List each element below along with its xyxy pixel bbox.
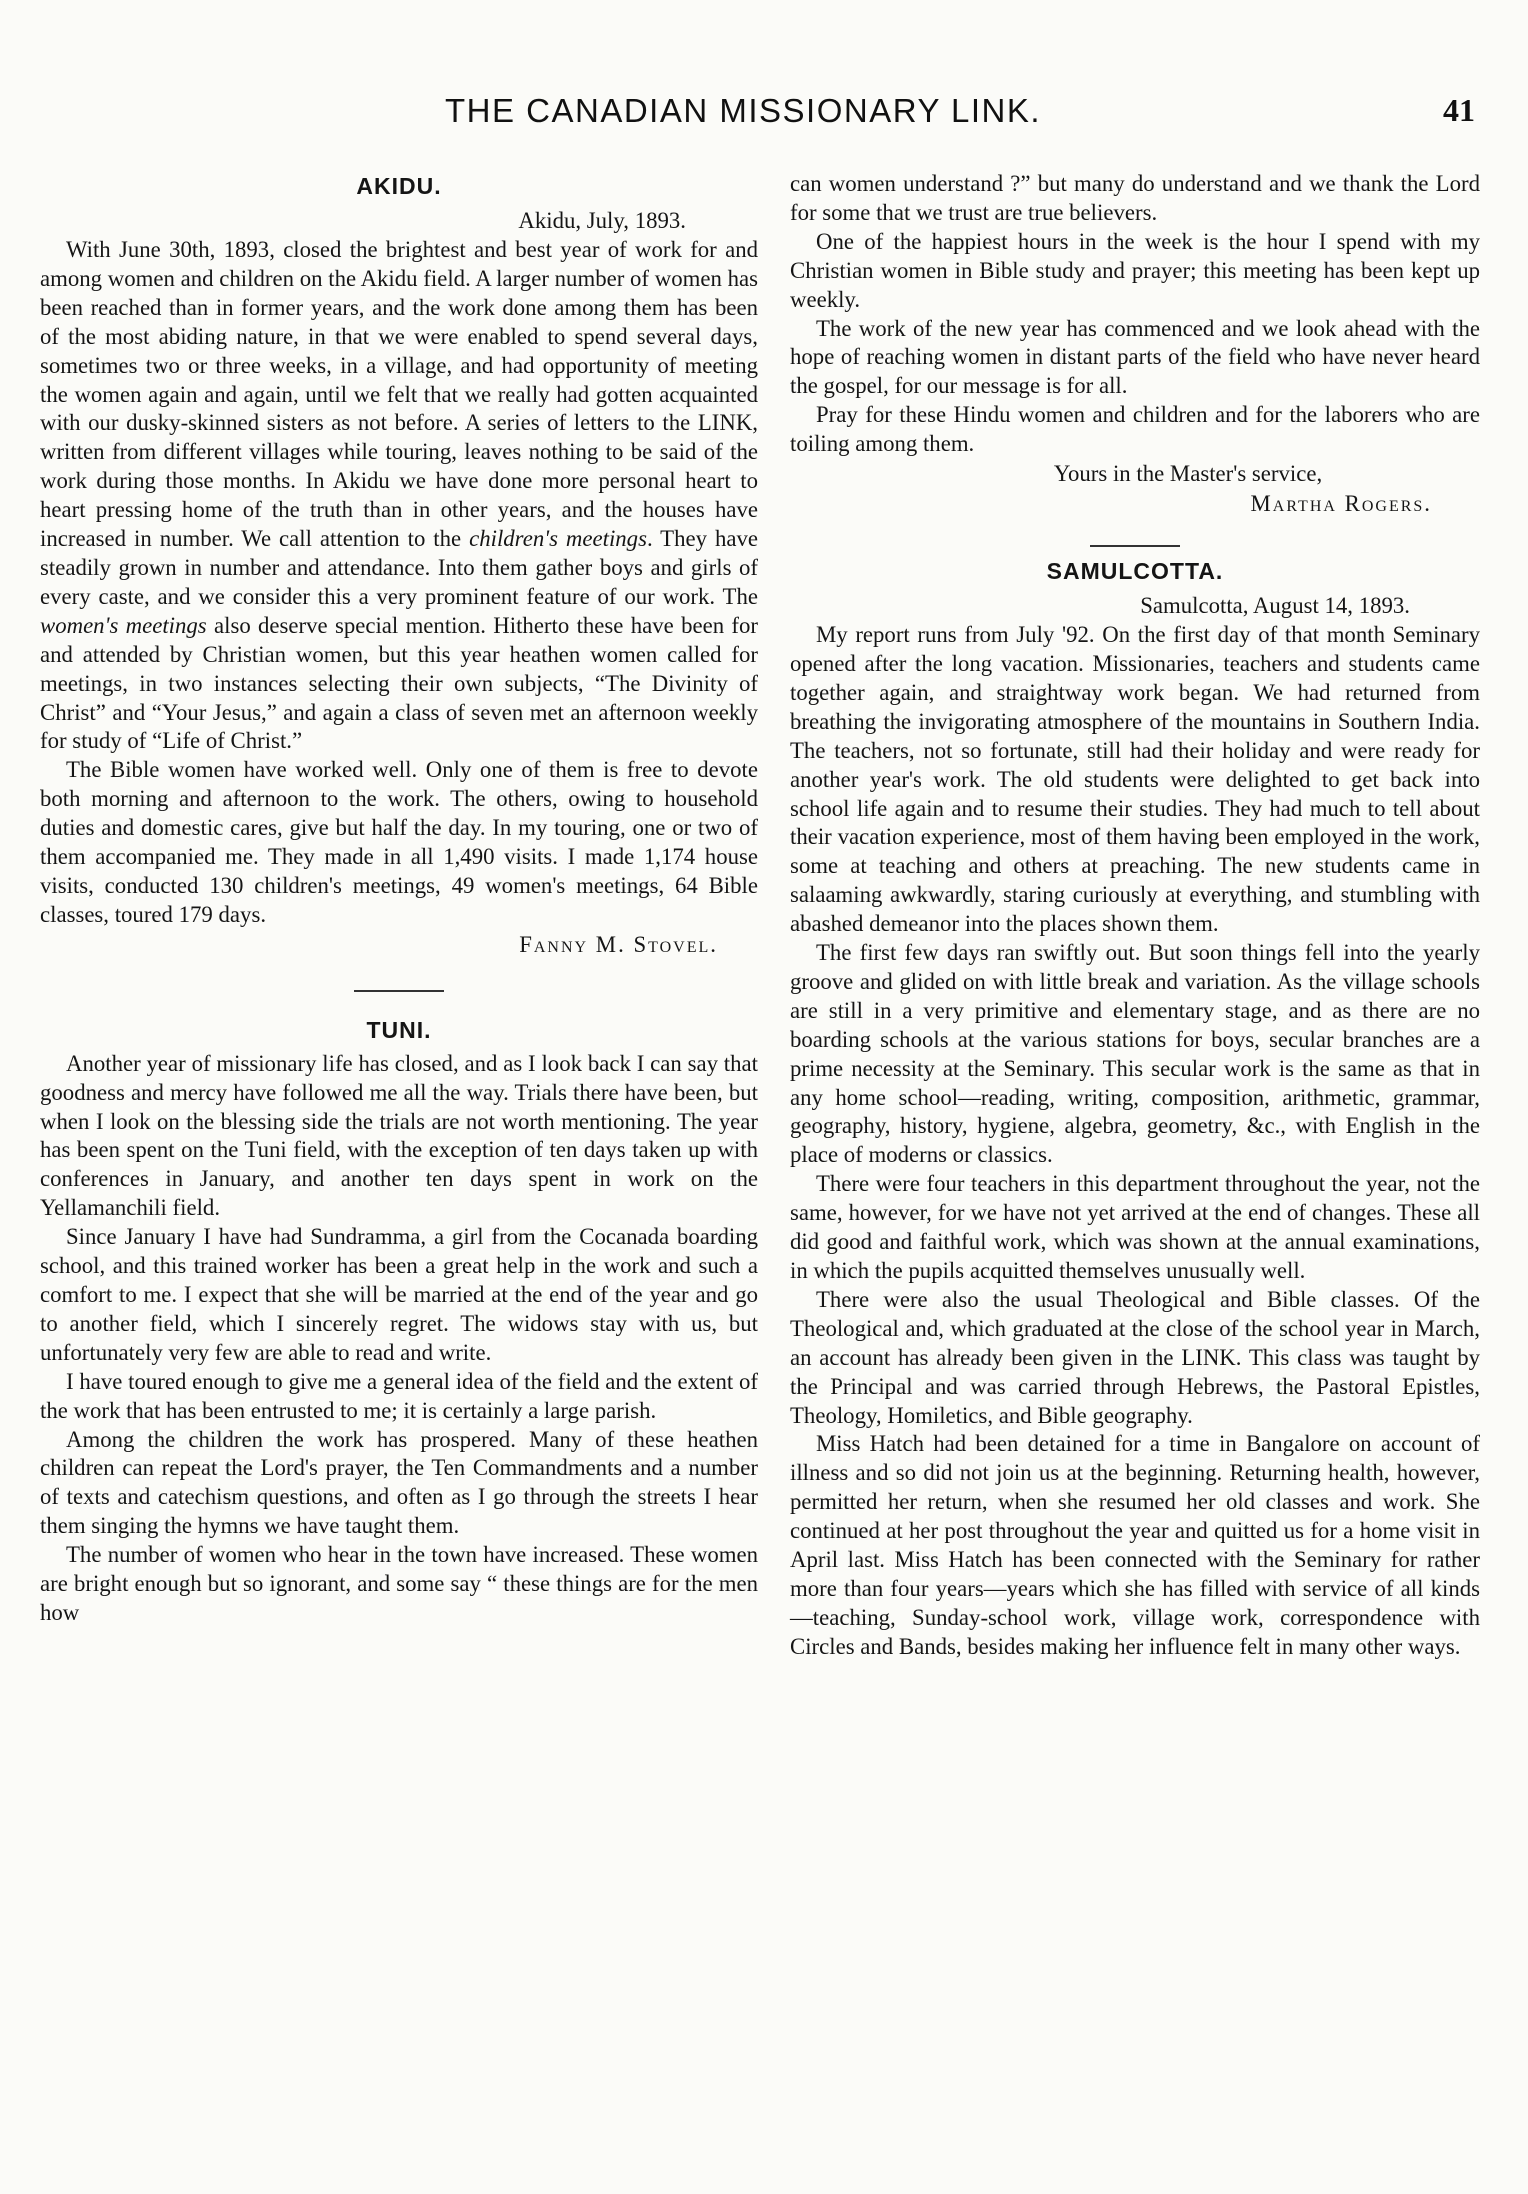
- paragraph: can women understand ?” but many do understand and we thank the Lord for some that we trust are true believers.: [790, 171, 1480, 225]
- section-title-akidu: AKIDU.: [356, 173, 442, 199]
- paragraph: There were also the usual Theological and Bible classes. Of the Theological and, which graduated at the close of the school year in March, an account has already been given in the LINK. This class was taught by the Principal and was carried through Hebrews, the Pastoral Epistles, Theology, Homiletics, and Bible geography.: [790, 1286, 1480, 1428]
- paragraph: The number of women who hear in the town have increased. These women are bright enough but so ignorant, and some say “ these things are for the men how: [40, 1542, 758, 1625]
- text-run: also deserve special mention. Hitherto these have been for and attended by Christian women, but this year heathen women called for meetings, in two instances selecting their own subjects, “The Divinity of Christ” and “Your Jesus,” and again a class of seven met an afternoon weekly for study of “Life of Christ.”: [40, 612, 758, 754]
- signature-akidu: Fanny M. Stovel.: [519, 931, 718, 957]
- page-header: [445, 92, 1475, 142]
- article-tuni-continued: [790, 170, 1480, 519]
- section-divider: [354, 990, 444, 992]
- paragraph: Since January I have had Sundramma, a girl from the Cocanada boarding school, and this trained worker has been a great help in the work and such a comfort to me. I expect that she will be married at the end of the year and go to another field, which I sincerely regret. The widows stay with us, but unfortunately very few are able to read and write.: [40, 1224, 758, 1365]
- right-column: [790, 170, 1480, 1662]
- article-samulcotta: [790, 555, 1480, 1662]
- article-tuni: [40, 1014, 758, 1628]
- signature-tuni: Martha Rogers.: [1250, 491, 1432, 517]
- paragraph: There were four teachers in this department throughout the year, not the same, however, for we have not yet arrived at the end of changes. These all did good and faithful work, which was shown at the annual examinations, in which the pupils acquitted themselves unusually well.: [790, 1171, 1480, 1283]
- paragraph: Among the children the work has prospered. Many of these heathen children can repeat the Lord's prayer, the Ten Commandments and a number of texts and catechism questions, and often as I go through the streets I hear them singing the hymns we have taught them.: [40, 1426, 758, 1539]
- paragraph: Another year of missionary life has closed, and as I look back I can say that goodness and mercy have followed me all the way. Trials there have been, but when I look on the blessing side the trials are not worth mentioning. The year has been spent on the Tuni field, with the exception of ten days taken up with conferences in January, and another ten days spent in work on the Yellamanchili field.: [40, 1050, 758, 1221]
- paragraph: The first few days ran swiftly out. But soon things fell into the yearly groove and glided on with little break and variation. As the village schools are still in a very primitive and elementary stage, and as there are no boarding schools at the various stations for boys, secular branches are a prime necessity at the Seminary. This secular work is the same as that in any home school—reading, writing, composition, arithmetic, grammar, geography, history, hygiene, algebra, geometry, &c., with English in the place of moderns or classics.: [790, 940, 1480, 1168]
- dateline-akidu: Akidu, July, 1893.: [518, 208, 686, 233]
- text-run: . They have steadily grown in number and attendance. Into them gather boys and girls of every caste, and we consider this a very prominent feature of our work. The: [40, 526, 759, 609]
- emphasis-text: women's meetings: [40, 612, 207, 638]
- paragraph: Miss Hatch had been detained for a time in Bangalore on account of illness and so did not join us at the beginning. Returning health, however, permitted her return, when she resumed her old classes and work. She continued at her post throughout the year and quitted us for a home visit in April last. Miss Hatch has been connected with the Seminary for rather more than four years—years which she has filled with service of all kinds—teaching, Sunday-school work, village work, correspondence with Circles and Bands, besides making her influence felt in many other ways.: [790, 1431, 1480, 1659]
- emphasis-text: children's meetings: [469, 526, 647, 552]
- text-run: With June 30th, 1893, closed the brightest and best year of work for and among women and children on the Akidu field. A larger number of women has been reached than in former years, and the work done among them has been of the most abiding nature, in that we were enabled to spend several days, sometimes two or three weeks, in a village, and had opportunity of meeting the women again and again, until we felt that we really had gotten acquainted with our dusky-skinned sisters as not before. A series of letters to the LINK, written from different villages while touring, leaves nothing to be said of the work during those months. In Akidu we have done more personal heart to heart pressing home of the truth than in other years, and the houses have increased in number. We call attention to the: [40, 237, 758, 552]
- paragraph: The Bible women have worked well. Only one of them is free to devote both morning and afternoon to the work. The others, owing to household duties and domestic cares, give but half the day. In my touring, one or two of them accompanied me. They made in all 1,490 visits. I made 1,174 house visits, conducted 130 children's meetings, 49 women's meetings, 64 Bible classes, toured 179 days.: [40, 757, 758, 927]
- paragraph: One of the happiest hours in the week is the hour I spend with my Christian women in Bible study and prayer; this meeting has been kept up weekly.: [790, 228, 1480, 312]
- page-number: 41: [1443, 92, 1475, 128]
- section-title-samulcotta: SAMULCOTTA.: [1046, 558, 1224, 585]
- article-akidu: [40, 170, 758, 960]
- journal-title: THE CANADIAN MISSIONARY LINK.: [445, 92, 1042, 129]
- paragraph: Pray for these Hindu women and children and for the laborers who are toiling among them.: [790, 402, 1480, 457]
- closing-line: Yours in the Master's service,: [1053, 461, 1323, 487]
- paragraph: I have toured enough to give me a general idea of the field and the extent of the work that has been entrusted to me; it is certainly a large parish.: [40, 1368, 758, 1423]
- left-column: [40, 170, 758, 1628]
- paragraph: [40, 236, 758, 756]
- dateline-samulcotta: Samulcotta, August 14, 1893.: [1140, 593, 1410, 619]
- paragraph: My report runs from July '92. On the first day of that month Seminary opened after the long vacation. Missionaries, teachers and students came together again, and straightway work began. We had returned from breathing the invigorating atmosphere of the mountains in Southern India. The teachers, not so fortunate, still had their holiday and were ready for another year's work. The old students were delighted to get back into school life again and to resume their studies. They had much to tell about their vacation experience, most of them having been employed in the work, some at teaching and others at preaching. The new students came in salaaming awkwardly, staring curiously at everything, and stumbling with abashed demeanor into the places shown them.: [790, 622, 1480, 937]
- section-divider: [1090, 545, 1180, 547]
- paragraph: The work of the new year has commenced and we look ahead with the hope of reaching women in distant parts of the field who have never heard the gospel, for our message is for all.: [790, 315, 1480, 399]
- section-title-tuni: TUNI.: [366, 1016, 432, 1043]
